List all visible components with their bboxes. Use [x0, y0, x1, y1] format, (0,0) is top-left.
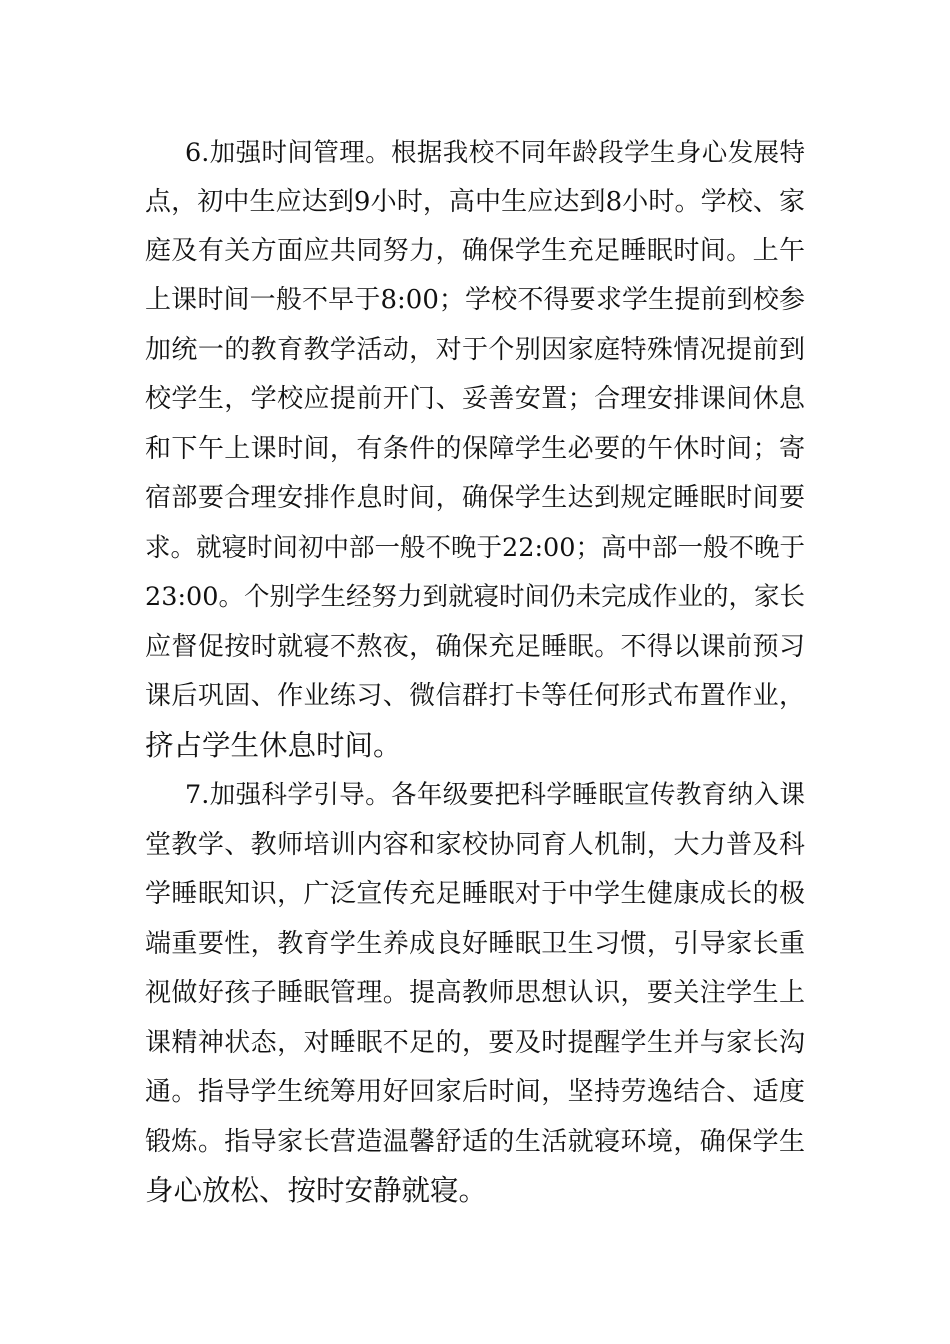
- paragraph-6-line-8: 宿部要合理安排作息时间，确保学生达到规定睡眠时间要: [145, 483, 805, 513]
- paragraph-6-line-6: 校学生，学校应提前开门、妥善安置；合理安排课间休息: [145, 384, 805, 414]
- paragraph-7-line-2: 堂教学、教师培训内容和家校协同育人机制，大力普及科: [145, 830, 805, 860]
- paragraph-7-line-8: 锻炼。指导家长营造温馨舒适的生活就寝环境，确保学生: [145, 1127, 805, 1157]
- paragraph-6-line-2: 点，初中生应达到9小时，高中生应达到8小时。学校、家: [145, 187, 805, 217]
- paragraph-6-line-12: 课后巩固、作业练习、微信群打卡等任何形式布置作业，: [145, 681, 805, 711]
- paragraph-7-line-4: 端重要性，教育学生养成良好睡眠卫生习惯，引导家长重: [145, 929, 805, 959]
- paragraph-6-line-7: 和下午上课时间，有条件的保障学生必要的午休时间；寄: [145, 434, 805, 464]
- paragraph-6-line-1: 6.加强时间管理。根据我校不同年龄段学生身心发展特: [185, 138, 805, 168]
- paragraph-6-line-4: 上课时间一般不早于8:00；学校不得要求学生提前到校参: [145, 285, 805, 315]
- paragraph-6-line-5: 加统一的教育教学活动，对于个别因家庭特殊情况提前到: [145, 335, 805, 365]
- paragraph-6-line-3: 庭及有关方面应共同努力，确保学生充足睡眠时间。上午: [145, 236, 805, 266]
- paragraph-7-line-3: 学睡眠知识，广泛宣传充足睡眠对于中学生健康成长的极: [145, 879, 805, 909]
- paragraph-6-line-13: 挤占学生休息时间。: [145, 729, 402, 762]
- paragraph-7-line-6: 课精神状态，对睡眠不足的，要及时提醒学生并与家长沟: [145, 1028, 805, 1058]
- paragraph-7-line-9: 身心放松、按时安静就寝。: [145, 1174, 488, 1207]
- paragraph-6-line-9: 求。就寝时间初中部一般不晚于22:00；高中部一般不晚于: [145, 533, 805, 563]
- paragraph-7-line-7: 通。指导学生统筹用好回家后时间，坚持劳逸结合、适度: [145, 1077, 805, 1107]
- paragraph-7-line-5: 视做好孩子睡眠管理。提高教师思想认识，要关注学生上: [145, 978, 805, 1008]
- paragraph-6-line-11: 应督促按时就寝不熬夜，确保充足睡眠。不得以课前预习: [145, 632, 805, 662]
- paragraph-6-line-10: 23:00。个别学生经努力到就寝时间仍未完成作业的，家长: [145, 582, 805, 612]
- paragraph-7-line-1: 7.加强科学引导。各年级要把科学睡眠宣传教育纳入课: [185, 780, 805, 810]
